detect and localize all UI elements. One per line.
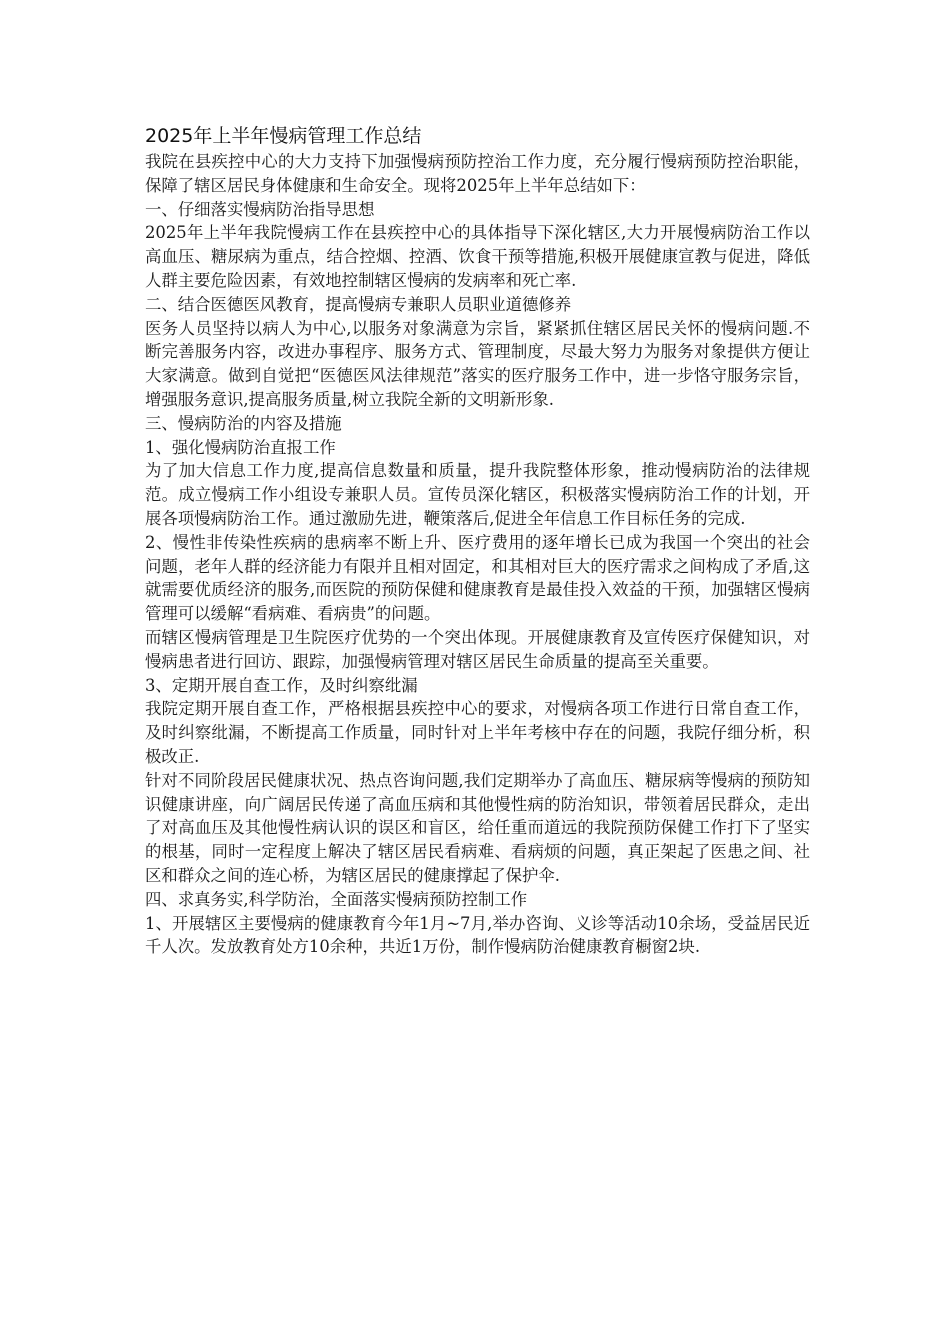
body-paragraph: 我院定期开展自查工作，严格根据县疾控中心的要求，对慢病各项工作进行日常自查工作，及时纠察纰漏，不断提高工作质量，同时针对上半年考核中存在的问题，我院仔细分析，积极改正. [145, 699, 810, 766]
body-paragraph: 医务人员坚持以病人为中心,以服务对象满意为宗旨，紧紧抓住辖区居民关怀的慢病问题.不断完善服务内容，改进办事程序、服务方式、管理制度，尽最大努力为服务对象提供方便让大家满意。做到自觉把“医德医风法律规范”落实的医疗服务工作中，进一步恪守服务宗旨，增强服务意识,提高服务质量,树立我院全新的文明新形象. [145, 318, 810, 409]
section-heading-2: 二、结合医德医风教育，提高慢病专兼职人员职业道德修养 [145, 294, 572, 314]
section-heading-4: 四、求真务实,科学防治，全面落实慢病预防控制工作 [145, 889, 528, 909]
document-body [145, 150, 810, 959]
body-paragraph: 为了加大信息工作力度,提高信息数量和质量，提升我院整体形象，推动慢病防治的法律规范。成立慢病工作小组设专兼职人员。宣传员深化辖区，积极落实慢病防治工作的计划，开展各项慢病防治工作。通过激励先进，鞭策落后,促进全年信息工作目标任务的完成. [145, 461, 810, 528]
body-paragraph: 1、开展辖区主要慢病的健康教育今年1月~7月,举办咨询、义诊等活动10余场，受益居民近千人次。发放教育处方10余种，共近1万份，制作慢病防治健康教育橱窗2块. [145, 913, 810, 957]
subsection-heading-3-1: 1、强化慢病防治直报工作 [145, 437, 336, 457]
document-page [145, 122, 810, 959]
intro-paragraph: 我院在县疾控中心的大力支持下加强慢病预防控治工作力度，充分履行慢病预防控治职能，保障了辖区居民身体健康和生命安全。现将2025年上半年总结如下： [145, 152, 810, 195]
document-title: 2025年上半年慢病管理工作总结 [145, 125, 422, 147]
body-paragraph: 2、慢性非传染性疾病的患病率不断上升、医疗费用的逐年增长已成为我国一个突出的社会问题，老年人群的经济能力有限并且相对固定，和其相对巨大的医疗需求之间构成了矛盾,这就需要优质经济的服务,而医院的预防保健和健康教育是最佳投入效益的干预，加强辖区慢病管理可以缓解“看病难、看病贵”的问题。 [145, 532, 810, 624]
body-paragraph: 针对不同阶段居民健康状况、热点咨询问题,我们定期举办了高血压、糖尿病等慢病的预防知识健康讲座，向广阔居民传递了高血压病和其他慢性病的防治知识，带领着居民群众，走出了对高血压及其他慢性病认识的误区和盲区，给任重而道远的我院预防保健工作打下了坚实的根基，同时一定程度上解决了辖区居民看病难、看病烦的问题，真正架起了医患之间、社区和群众之间的连心桥，为辖区居民的健康撑起了保护伞. [145, 770, 810, 885]
section-heading-1: 一、仔细落实慢病防治指导思想 [145, 199, 375, 219]
body-paragraph: 而辖区慢病管理是卫生院医疗优势的一个突出体现。开展健康教育及宣传医疗保健知识，对慢病患者进行回访、跟踪，加强慢病管理对辖区居民生命质量的提高至关重要。 [145, 627, 810, 671]
section-heading-3: 三、慢病防治的内容及措施 [145, 413, 342, 433]
subsection-heading-3-3: 3、定期开展自查工作，及时纠察纰漏 [145, 675, 418, 695]
body-paragraph: 2025年上半年我院慢病工作在县疾控中心的具体指导下深化辖区,大力开展慢病防治工作以高血压、糖尿病为重点，结合控烟、控酒、饮食干预等措施,积极开展健康宣教与促进，降低人群主要危险因素，有效地控制辖区慢病的发病率和死亡率. [145, 223, 810, 290]
